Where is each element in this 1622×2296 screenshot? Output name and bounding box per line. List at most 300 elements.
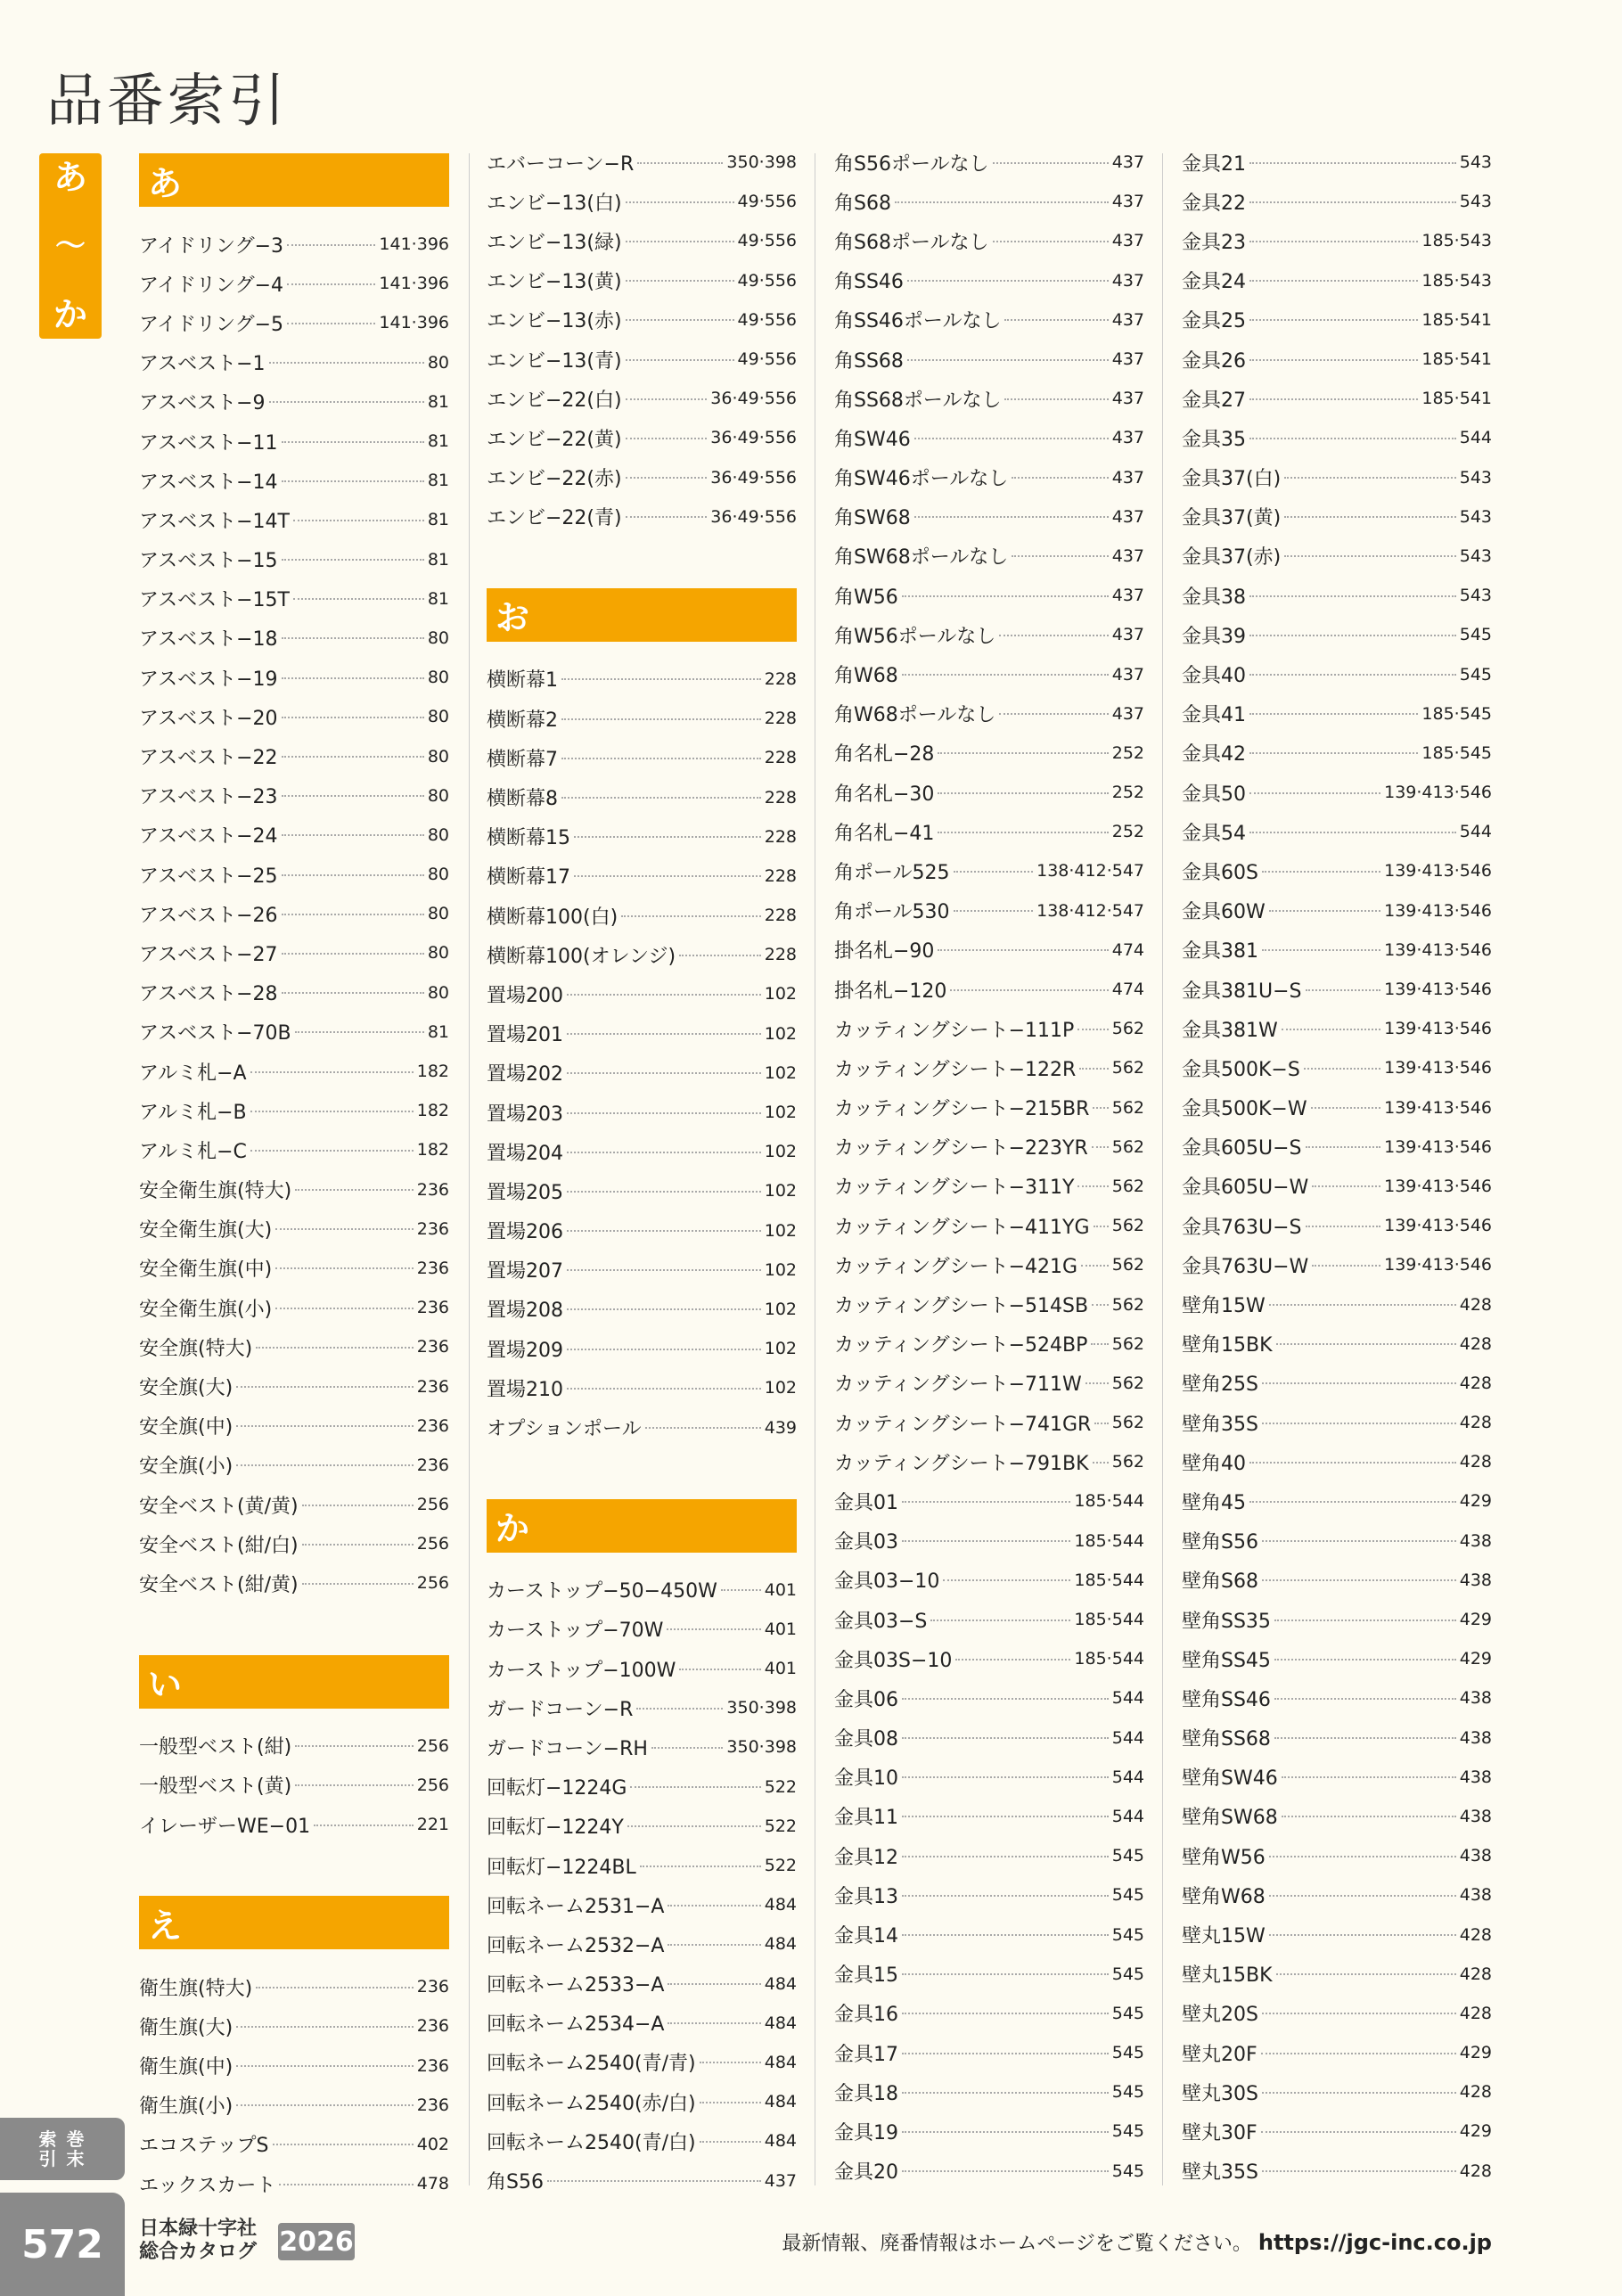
entry-page: 185·543 [1421, 231, 1492, 251]
index-entry [487, 1727, 797, 1767]
dot-leader [626, 476, 708, 479]
entry-name: 回転ネーム2532−A [487, 1934, 665, 1957]
dot-leader [1262, 2012, 1456, 2014]
index-entry [834, 1284, 1144, 1324]
entry-name: エンビ−13(緑) [487, 231, 622, 254]
entry-page: 350·398 [726, 152, 797, 173]
entry-page: 102 [764, 1339, 797, 1359]
entry-name: 金具19 [834, 2121, 898, 2144]
dot-leader [914, 437, 1109, 439]
dot-leader [902, 1697, 1109, 1700]
entry-name: アルミ札−A [139, 1062, 247, 1085]
dot-leader [287, 243, 375, 246]
entry-name: 壁角35S [1182, 1413, 1258, 1436]
index-entry [1182, 340, 1492, 379]
dot-leader [938, 751, 1108, 754]
entry-name: カッティングシート−524BP [834, 1334, 1088, 1357]
index-range-end: か [53, 295, 87, 334]
entry-name: 安全ベスト(黄/黄) [139, 1495, 299, 1518]
entry-name: カッティングシート−111P [834, 1019, 1075, 1042]
index-entry [834, 1364, 1144, 1403]
entry-page: 437 [1111, 231, 1144, 251]
dot-leader [1079, 1067, 1108, 1070]
entry-page: 138·412·547 [1036, 900, 1144, 921]
website-link[interactable]: https://jgc-inc.co.jp [1257, 2230, 1492, 2255]
dot-leader [668, 1982, 760, 1985]
entry-page: 102 [764, 1142, 797, 1162]
entry-name: 金具763U−W [1182, 1255, 1309, 1278]
entry-page: 139·413·546 [1384, 1019, 1492, 1039]
dot-leader [1249, 437, 1456, 439]
index-entry [139, 1563, 449, 1603]
index-entry [834, 773, 1144, 812]
index-entry [487, 1014, 797, 1054]
dot-leader [282, 913, 424, 915]
entry-page: 139·413·546 [1384, 980, 1492, 1000]
section-tab-label-line1: 索 巻 [38, 2128, 86, 2150]
dot-leader [637, 161, 723, 164]
index-entry [834, 261, 1144, 300]
entry-page: 545 [1111, 1964, 1144, 1984]
entry-name: 金具38 [1182, 586, 1246, 609]
dot-leader [567, 1387, 761, 1390]
entry-name: 角W68ポールなし [834, 704, 996, 727]
index-entry [487, 261, 797, 300]
index-entry [834, 2112, 1144, 2151]
dot-leader [1249, 634, 1456, 636]
entry-name: 金具18 [834, 2082, 898, 2105]
index-entry [1182, 143, 1492, 182]
entry-page: 185·545 [1421, 703, 1492, 724]
index-entry [834, 1955, 1144, 1994]
index-entry [834, 1245, 1144, 1284]
index-entry [1182, 1364, 1492, 1403]
entry-name: 壁丸15BK [1182, 1964, 1273, 1988]
index-entry [834, 970, 1144, 1009]
entry-page: 543 [1459, 506, 1492, 527]
page-number: 572 [21, 2221, 103, 2267]
dot-leader [954, 909, 1034, 912]
entry-name: 金具17 [834, 2043, 898, 2066]
entry-page: 139·413·546 [1384, 1097, 1492, 1118]
dot-leader [295, 1784, 414, 1786]
entry-name: アスベスト−14 [139, 471, 278, 494]
index-entry [487, 1093, 797, 1132]
entry-name: アルミ札−C [139, 1140, 247, 1163]
section-heading-label: か [496, 1509, 530, 1549]
dot-leader [1284, 476, 1456, 479]
dot-leader [1262, 948, 1380, 951]
index-entry [834, 1718, 1144, 1758]
entry-page: 429 [1459, 2043, 1492, 2063]
dot-leader [1306, 1225, 1381, 1227]
dot-leader [1249, 240, 1418, 242]
entry-name: ガードコーン−R [487, 1698, 634, 1721]
entry-page: 141·396 [379, 313, 449, 333]
index-entry [139, 579, 449, 619]
entry-page: 256 [416, 1534, 449, 1554]
entry-page: 562 [1111, 1216, 1144, 1236]
entry-name: エコステップS [139, 2135, 269, 2158]
entry-name: アイドリング−4 [139, 274, 284, 297]
entry-page: 543 [1459, 586, 1492, 606]
entry-name: 回転灯−1224BL [487, 1856, 636, 1879]
footer-notice [782, 2228, 1492, 2256]
entry-name: 横断幕17 [487, 866, 570, 890]
entry-name: アスベスト−15T [139, 589, 290, 612]
entry-name: 角SS46ポールなし [834, 310, 1002, 333]
index-entry [139, 1210, 449, 1249]
index-entry [1182, 1009, 1492, 1048]
entry-name: 置場209 [487, 1339, 563, 1362]
entry-name: イレーザーWE−01 [139, 1815, 311, 1838]
entry-name: 金具12 [834, 1846, 898, 1869]
entry-page: 437 [1111, 389, 1144, 409]
entry-page: 438 [1459, 1688, 1492, 1709]
section-tab-index[interactable] [0, 2118, 125, 2180]
dot-leader [700, 2061, 761, 2063]
entry-page: 350·398 [726, 1698, 797, 1718]
entry-name: 壁角45 [1182, 1491, 1246, 1514]
index-entry [834, 1442, 1144, 1481]
dot-leader [236, 2064, 414, 2067]
entry-page: 80 [427, 352, 449, 373]
index-entry [1182, 1324, 1492, 1364]
index-entry [834, 1167, 1144, 1206]
dot-leader [902, 2130, 1109, 2133]
entry-name: 安全旗(中) [139, 1416, 233, 1439]
entry-name: 角名札−28 [834, 743, 935, 767]
index-entry [139, 264, 449, 303]
section-heading-label: い [148, 1665, 183, 1705]
index-entry [139, 343, 449, 382]
index-entry [1182, 1600, 1492, 1639]
dot-leader [1262, 2091, 1456, 2094]
entry-name: 置場205 [487, 1181, 563, 1204]
index-entry [139, 461, 449, 500]
entry-page: 80 [427, 707, 449, 727]
index-entry [487, 660, 797, 699]
index-entry [834, 1758, 1144, 1797]
entry-page: 428 [1459, 1333, 1492, 1354]
entry-page: 428 [1459, 2082, 1492, 2103]
dot-leader [1085, 1382, 1109, 1384]
entry-name: 金具35 [1182, 428, 1246, 451]
dot-leader [295, 1188, 414, 1191]
entry-name: 金具21 [1182, 152, 1246, 176]
index-entry [487, 896, 797, 935]
dot-leader [287, 322, 375, 324]
entry-page: 484 [764, 2013, 797, 2033]
entry-name: 置場208 [487, 1300, 563, 1323]
entry-page: 562 [1111, 1019, 1144, 1039]
entry-page: 545 [1111, 1885, 1144, 1906]
index-entry [834, 1403, 1144, 1442]
entry-name: 金具23 [1182, 231, 1246, 254]
index-entry [834, 340, 1144, 379]
entry-name: 金具37(赤) [1182, 546, 1282, 570]
entry-name: 一般型ベスト(紺) [139, 1736, 292, 1759]
entry-page: 81 [427, 510, 449, 530]
entry-name: カッティングシート−421G [834, 1255, 1078, 1278]
index-entry [834, 734, 1144, 773]
dot-leader [902, 1500, 1070, 1503]
entry-name: 回転ネーム2533−A [487, 1974, 665, 1997]
index-entry [139, 776, 449, 816]
index-entry [139, 1288, 449, 1327]
entry-name: 安全旗(大) [139, 1377, 233, 1400]
index-entry [834, 1048, 1144, 1087]
index-entry [139, 1052, 449, 1091]
entry-page: 544 [1111, 1806, 1144, 1826]
entry-page: 256 [416, 1495, 449, 1515]
dot-leader [902, 1933, 1109, 1936]
entry-page: 185·544 [1074, 1570, 1144, 1590]
dot-leader [1269, 1894, 1456, 1897]
dot-leader [1262, 1539, 1456, 1542]
index-entry [139, 894, 449, 933]
entry-name: 金具03−10 [834, 1570, 940, 1594]
entry-name: 金具605U−W [1182, 1177, 1309, 1200]
dot-leader [1249, 358, 1418, 361]
index-entry [1182, 812, 1492, 851]
entry-page: 81 [427, 549, 449, 570]
index-entry [487, 2004, 797, 2043]
index-entry [834, 1206, 1144, 1245]
entry-page: 81 [427, 588, 449, 609]
index-entry [1182, 1206, 1492, 1245]
dot-leader [567, 1032, 761, 1035]
dot-leader [1311, 1106, 1381, 1109]
index-entry [1182, 970, 1492, 1009]
index-entry [834, 1994, 1144, 2033]
dot-leader [282, 991, 424, 994]
index-entry [487, 1767, 797, 1807]
entry-page: 102 [764, 1062, 797, 1083]
index-entry [139, 303, 449, 342]
dot-leader [645, 1426, 761, 1429]
index-entry [834, 1600, 1144, 1639]
entry-page: 236 [416, 1337, 449, 1357]
index-entry [1182, 576, 1492, 615]
entry-name: 金具26 [1182, 349, 1246, 373]
entry-page: 236 [416, 2095, 449, 2115]
entry-name: 金具41 [1182, 704, 1246, 727]
section-heading [487, 1499, 797, 1553]
entry-page: 437 [1111, 192, 1144, 212]
dot-leader [561, 796, 761, 799]
dot-leader [1306, 988, 1381, 991]
dot-leader [236, 2025, 414, 2028]
index-entry [487, 1649, 797, 1688]
entry-name: 壁角W68 [1182, 1885, 1266, 1908]
dot-leader [574, 874, 761, 877]
dot-leader [1081, 1264, 1109, 1267]
entry-name: カーストップ−70W [487, 1620, 664, 1643]
index-entry [1182, 1994, 1492, 2033]
entry-page: 562 [1111, 1452, 1144, 1472]
entry-name: アスベスト−24 [139, 825, 278, 849]
entry-name: アスベスト−20 [139, 707, 278, 730]
entry-page: 428 [1459, 1964, 1492, 1984]
entry-page: 437 [1111, 152, 1144, 173]
entry-name: 壁角SW46 [1182, 1767, 1278, 1791]
dot-leader [236, 1464, 414, 1466]
entry-page: 139·413·546 [1384, 783, 1492, 803]
entry-page: 401 [764, 1619, 797, 1639]
entry-page: 49·556 [737, 309, 797, 330]
entry-page: 228 [764, 826, 797, 847]
entry-name: 回転ネーム2540(赤/白) [487, 2092, 696, 2115]
dot-leader [273, 2143, 414, 2145]
dot-leader [302, 1582, 414, 1585]
entry-page: 562 [1111, 1333, 1144, 1354]
entry-name: 衛生旗(特大) [139, 1977, 253, 2000]
entry-name: 壁角25S [1182, 1374, 1258, 1397]
entry-page: 484 [764, 2052, 797, 2072]
index-entry [1182, 1088, 1492, 1128]
index-entry [487, 738, 797, 777]
dot-leader [269, 400, 424, 403]
index-entry [139, 1524, 449, 1563]
index-entry [834, 537, 1144, 576]
entry-name: エンビ−13(青) [487, 349, 622, 373]
index-entry [487, 1329, 797, 1368]
dot-leader [1274, 1619, 1456, 1621]
dot-leader [1012, 554, 1108, 557]
index-entry [139, 225, 449, 264]
entry-name: 横断幕8 [487, 788, 558, 811]
entry-name: 金具22 [1182, 192, 1246, 215]
entry-page: 474 [1111, 939, 1144, 960]
dot-leader [1261, 2052, 1456, 2054]
dot-leader [1282, 1815, 1456, 1817]
entry-page: 544 [1459, 822, 1492, 842]
entry-page: 429 [1459, 1491, 1492, 1512]
index-entry [487, 1290, 797, 1329]
entry-name: 金具06 [834, 1688, 898, 1711]
entry-page: 236 [416, 1298, 449, 1318]
entry-name: エバーコーン−R [487, 152, 635, 176]
entry-name: 角名札−41 [834, 822, 935, 845]
entry-name: エンビ−13(赤) [487, 310, 622, 333]
entry-page: 228 [764, 709, 797, 729]
index-entry [487, 1211, 797, 1250]
page-title: 品番索引 [46, 69, 289, 135]
index-entry [487, 1610, 797, 1649]
dot-leader [902, 1972, 1109, 1975]
dot-leader [293, 519, 424, 521]
entry-page: 252 [1111, 783, 1144, 803]
entry-name: 角S68ポールなし [834, 231, 989, 254]
dot-leader [700, 2101, 761, 2103]
index-entry [834, 891, 1144, 931]
entry-page: 102 [764, 1023, 797, 1044]
index-entry [1182, 654, 1492, 693]
index-entry [834, 812, 1144, 851]
entry-page: 80 [427, 746, 449, 767]
index-entry [834, 182, 1144, 221]
index-entry [487, 699, 797, 738]
dot-leader [902, 1855, 1109, 1857]
entry-page: 102 [764, 1378, 797, 1398]
index-entry [487, 777, 797, 816]
entry-page: 543 [1459, 192, 1492, 212]
section-heading-label: あ [148, 163, 183, 203]
entry-page: 228 [764, 748, 797, 768]
index-entry [139, 2046, 449, 2086]
index-entry [1182, 1167, 1492, 1206]
entry-name: エンビ−22(黄) [487, 428, 622, 451]
entry-page: 185·544 [1074, 1491, 1144, 1512]
entry-page: 544 [1111, 1688, 1144, 1709]
entry-name: アスベスト−19 [139, 668, 278, 691]
entry-name: ガードコーン−RH [487, 1737, 648, 1760]
entry-page: 139·413·546 [1384, 1058, 1492, 1078]
entry-name: アルミ札−B [139, 1101, 247, 1124]
brand-block [139, 2218, 257, 2264]
dot-leader [1092, 1145, 1109, 1148]
index-entry [139, 1130, 449, 1169]
entry-page: 522 [764, 1856, 797, 1876]
entry-name: 壁丸20F [1182, 2043, 1257, 2066]
dot-leader [282, 558, 424, 561]
entry-page: 401 [764, 1579, 797, 1600]
dot-leader [567, 1190, 761, 1193]
entry-name: 壁角SW68 [1182, 1807, 1278, 1830]
entry-name: アスベスト−18 [139, 628, 278, 652]
entry-name: 角SS68ポールなし [834, 389, 1002, 412]
dot-leader [275, 1227, 414, 1230]
brand-name: 日本緑十字社 [139, 2218, 258, 2240]
catalog-year: 2026 [278, 2223, 355, 2260]
dot-leader [269, 361, 424, 364]
index-entry [139, 736, 449, 775]
entry-name: 角S68 [834, 192, 891, 215]
entry-page: 102 [764, 1220, 797, 1241]
dot-leader [651, 1746, 723, 1749]
index-entry [1182, 1915, 1492, 1954]
entry-page: 562 [1111, 1294, 1144, 1315]
dot-leader [1077, 1185, 1108, 1187]
dot-leader [999, 712, 1108, 715]
index-entry [487, 418, 797, 457]
dot-leader [895, 201, 1109, 203]
index-entry [1182, 851, 1492, 890]
entry-page: 562 [1111, 1176, 1144, 1196]
entry-name: 置場210 [487, 1378, 563, 1401]
entry-name: 金具16 [834, 2004, 898, 2027]
entry-name: 安全ベスト(紺/白) [139, 1534, 299, 1557]
entry-page: 428 [1459, 1452, 1492, 1472]
dot-leader [626, 318, 734, 321]
entry-name: エンビ−22(青) [487, 507, 622, 530]
index-entry [487, 221, 797, 260]
index-entry [1182, 458, 1492, 497]
entry-page: 437 [1111, 506, 1144, 527]
entry-page: 228 [764, 906, 797, 926]
entry-page: 139·413·546 [1384, 861, 1492, 882]
entry-name: 掛名札−120 [834, 980, 947, 1003]
entry-name: 安全衛生旗(大) [139, 1219, 273, 1242]
index-entry [139, 1766, 449, 1805]
entry-page: 478 [416, 2174, 449, 2194]
dot-leader [954, 870, 1034, 873]
index-entry [834, 1678, 1144, 1718]
index-column-4 [1182, 143, 1492, 2191]
entry-page: 102 [764, 1181, 797, 1201]
dot-leader [950, 988, 1108, 991]
